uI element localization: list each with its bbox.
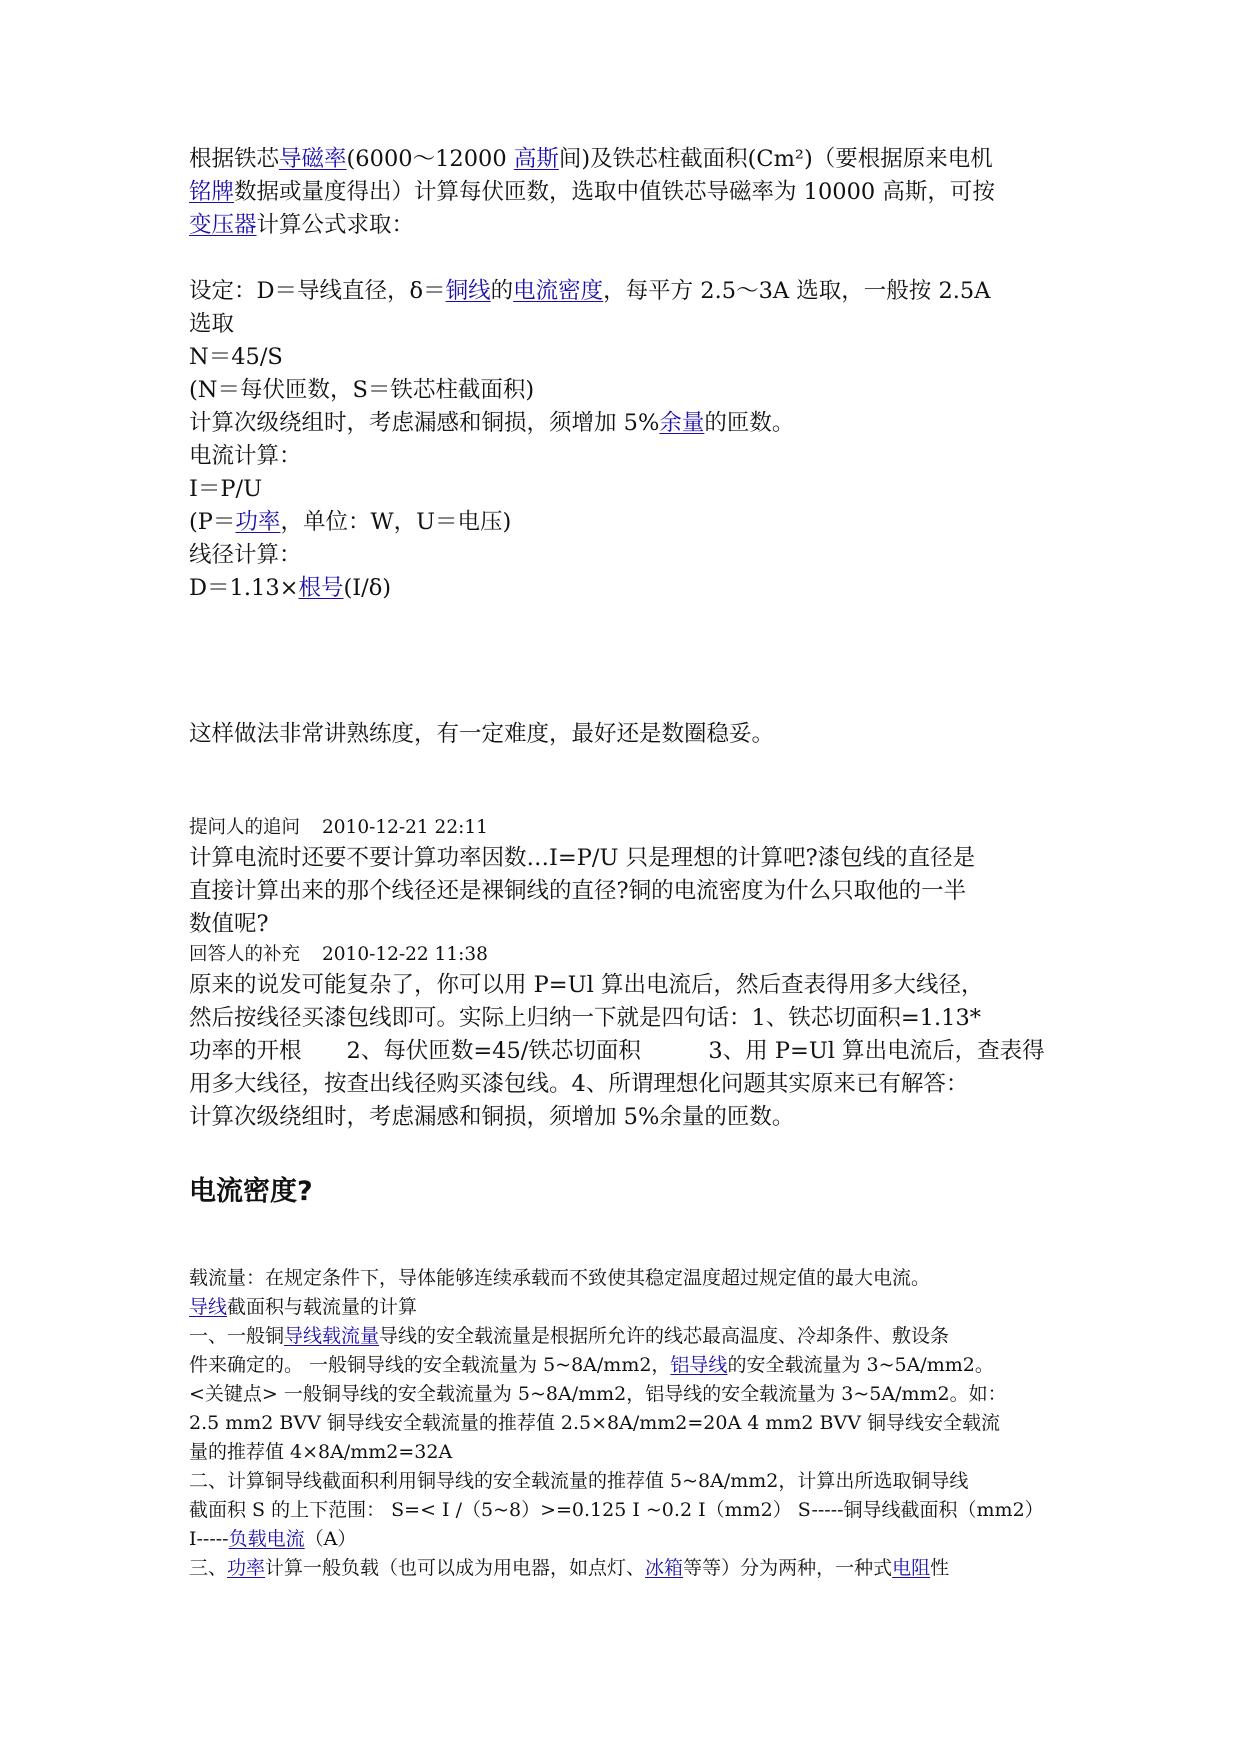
text-span: 根据铁芯 bbox=[189, 146, 280, 172]
supplement-line: 计算次级绕组时，考虑漏感和铜损，须增加 5%余量的匝数。 bbox=[189, 1104, 795, 1130]
text-span: 件来确定的。 一般铜导线的安全载流量为 5~8A/mm2， bbox=[189, 1354, 671, 1376]
text-span: 数据或量度得出）计算每伏匝数，选取中值铁芯导磁率为 10000 高斯，可按 bbox=[234, 179, 995, 205]
text-span: 等等）分为两种，一种式 bbox=[683, 1557, 893, 1579]
text-span: ，单位：W，U＝电压) bbox=[280, 509, 512, 535]
text-line bbox=[189, 1351, 1069, 1380]
text-line bbox=[189, 275, 1069, 308]
link-power[interactable]: 功率 bbox=[235, 509, 281, 535]
text-line: 选取 bbox=[189, 311, 235, 337]
text-span: 的匝数。 bbox=[704, 410, 795, 436]
spacer bbox=[189, 1210, 1069, 1264]
text-span: (6000～12000 bbox=[346, 146, 514, 172]
text-line bbox=[189, 1322, 1069, 1351]
supplement-time: 2010-12-22 11:38 bbox=[322, 944, 488, 965]
supplement-label: 回答人的补充 bbox=[189, 944, 301, 965]
text-line bbox=[189, 209, 1069, 242]
text-line: 载流量：在规定条件下，导体能够连续承载而不致使其稳定温度超过规定值的最大电流。 bbox=[189, 1267, 931, 1289]
text-span: 计算次级绕组时，考虑漏感和铜损，须增加 5% bbox=[189, 410, 660, 436]
followup-label: 提问人的追问 bbox=[189, 817, 301, 838]
text-line bbox=[189, 506, 1069, 539]
followup-line: 计算电流时还要不要计算功率因数…I=P/U 只是理想的计算吧?漆包线的直径是 bbox=[189, 845, 976, 871]
spacer bbox=[189, 242, 1069, 275]
text-span: 间)及铁芯柱截面积(Cm²)（要根据原来电机 bbox=[558, 146, 993, 172]
text-span: 计算公式求取： bbox=[256, 212, 415, 238]
followup-line: 数值呢? bbox=[189, 911, 269, 937]
link-square-root[interactable]: 根号 bbox=[298, 575, 344, 601]
document-page bbox=[189, 143, 1069, 1583]
link-refrigerator[interactable]: 冰箱 bbox=[645, 1557, 684, 1579]
text-line: 二、计算铜导线截面积利用铜导线的安全载流量的推荐值 5~8A/mm2，计算出所选取铜导线 bbox=[189, 1470, 969, 1492]
link-load-current[interactable]: 负载电流 bbox=[228, 1528, 305, 1550]
supplement-meta bbox=[189, 941, 1069, 969]
followup-meta bbox=[189, 814, 1069, 842]
text-span: 的安全载流量为 3~5A/mm2。 bbox=[727, 1354, 994, 1376]
text-span: (I/δ) bbox=[343, 575, 392, 601]
text-span: 一、一般铜 bbox=[189, 1325, 285, 1347]
text-span: ，每平方 2.5～3A 选取，一般按 2.5A bbox=[603, 278, 991, 304]
supplement-line: 功率的开根 2、每伏匝数=45/铁芯切面积 3、用 P=Ul 算出电流后，查表得 bbox=[189, 1038, 1045, 1064]
text-line: 2.5 mm2 BVV 铜导线安全载流量的推荐值 2.5×8A/mm2=20A 4 mm2 BVV 铜导线安全载流 bbox=[189, 1412, 1000, 1434]
section-heading: 电流密度? bbox=[189, 1176, 313, 1207]
text-span: 设定：D＝导线直径，δ＝ bbox=[189, 278, 446, 304]
supplement-line: 用多大线径，按查出线径购买漆包线。4、所谓理想化问题其实原来已有解答： bbox=[189, 1071, 969, 1097]
link-resistance[interactable]: 电阻 bbox=[892, 1557, 931, 1579]
link-transformer[interactable]: 变压器 bbox=[189, 212, 257, 238]
text-span: 导线的安全载流量是根据所允许的线芯最高温度、冷却条件、敷设条 bbox=[379, 1325, 950, 1347]
text-span: I----- bbox=[189, 1528, 229, 1550]
link-power[interactable]: 功率 bbox=[227, 1557, 266, 1579]
text-span: 截面积与载流量的计算 bbox=[227, 1296, 418, 1318]
followup-line: 直接计算出来的那个线径还是裸铜线的直径?铜的电流密度为什么只取他的一半 bbox=[189, 878, 967, 904]
text-span: 的 bbox=[490, 278, 514, 304]
text-line: 线径计算： bbox=[189, 542, 302, 568]
text-line: <关键点> 一般铜导线的安全载流量为 5~8A/mm2，铝导线的安全载流量为 3~5A/mm2。如： bbox=[189, 1383, 1007, 1405]
text-line bbox=[189, 176, 1069, 209]
text-line: 电流计算： bbox=[189, 443, 302, 469]
text-line: 截面积 S 的上下范围： S=< I /（5~8）>=0.125 I ~0.2 I（mm2） S-----铜导线截面积（mm2） bbox=[189, 1499, 1044, 1521]
link-margin[interactable]: 余量 bbox=[659, 410, 705, 436]
spacer bbox=[189, 751, 1069, 814]
link-current-density[interactable]: 电流密度 bbox=[513, 278, 604, 304]
text-line: 量的推荐值 4×8A/mm2=32A bbox=[189, 1441, 453, 1463]
text-span: (P＝ bbox=[189, 509, 236, 535]
link-permeability[interactable]: 导磁率 bbox=[279, 146, 347, 172]
link-wire[interactable]: 导线 bbox=[189, 1296, 228, 1318]
followup-time: 2010-12-21 22:11 bbox=[322, 817, 488, 838]
supplement-line: 然后按线径买漆包线即可。实际上归纳一下就是四句话：1、铁芯切面积=1.13* bbox=[189, 1005, 982, 1031]
text-line bbox=[189, 143, 1069, 176]
text-line: (N＝每伏匝数，S＝铁芯柱截面积) bbox=[189, 377, 535, 403]
text-line bbox=[189, 407, 1069, 440]
text-span: 性 bbox=[930, 1557, 950, 1579]
link-nameplate[interactable]: 铭牌 bbox=[189, 179, 235, 205]
text-span: 三、 bbox=[189, 1557, 228, 1579]
text-span: 计算一般负载（也可以成为用电器，如点灯、 bbox=[265, 1557, 646, 1579]
spacer bbox=[189, 605, 1069, 718]
text-span: D＝1.13× bbox=[189, 575, 299, 601]
formula-line: N＝45/S bbox=[189, 344, 283, 370]
text-span: （A） bbox=[304, 1528, 357, 1550]
text-line bbox=[189, 1554, 1069, 1583]
text-line bbox=[189, 1525, 1069, 1554]
spacer bbox=[189, 1134, 1069, 1174]
link-aluminum-wire[interactable]: 铝导线 bbox=[670, 1354, 728, 1376]
supplement-line: 原来的说发可能复杂了，你可以用 P=Ul 算出电流后，然后查表得用多大线径， bbox=[189, 972, 984, 998]
link-wire-ampacity[interactable]: 导线载流量 bbox=[284, 1325, 380, 1347]
text-line bbox=[189, 1293, 1069, 1322]
formula-line: I＝P/U bbox=[189, 476, 263, 502]
text-line: 这样做法非常讲熟练度，有一定难度，最好还是数圈稳妥。 bbox=[189, 721, 775, 747]
formula-line bbox=[189, 572, 1069, 605]
link-gauss[interactable]: 高斯 bbox=[513, 146, 559, 172]
link-copper-wire[interactable]: 铜线 bbox=[445, 278, 491, 304]
